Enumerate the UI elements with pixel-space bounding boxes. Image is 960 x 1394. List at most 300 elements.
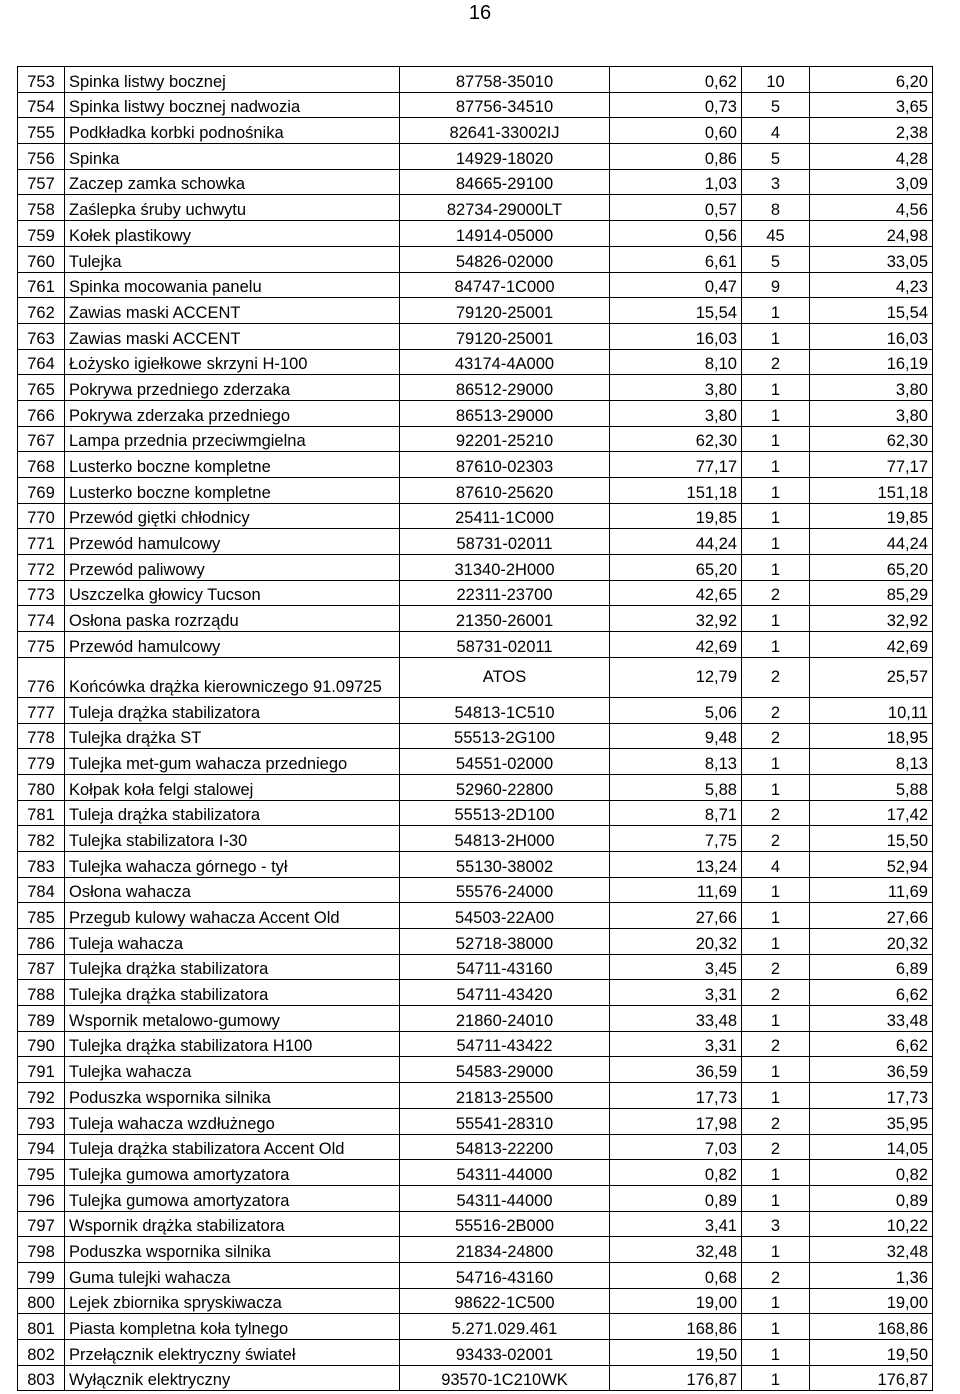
unit-price: 16,03	[610, 323, 742, 349]
unit-price: 32,48	[610, 1237, 742, 1263]
row-number: 760	[18, 246, 65, 272]
total-price: 6,62	[810, 980, 933, 1006]
quantity: 3	[742, 169, 810, 195]
part-name: Zaślepka śruby uchwytu	[65, 195, 400, 221]
row-number: 764	[18, 349, 65, 375]
part-name: Tulejka gumowa amortyzatora	[65, 1185, 400, 1211]
row-number: 767	[18, 426, 65, 452]
quantity: 1	[742, 452, 810, 478]
row-number: 802	[18, 1340, 65, 1366]
total-price: 176,87	[810, 1365, 933, 1391]
quantity: 1	[742, 1237, 810, 1263]
row-number: 801	[18, 1314, 65, 1340]
quantity: 2	[742, 1031, 810, 1057]
total-price: 65,20	[810, 555, 933, 581]
row-number: 788	[18, 980, 65, 1006]
part-code: 21834-24800	[400, 1237, 610, 1263]
part-name: Wyłącznik elektryczny	[65, 1365, 400, 1391]
part-code: 87756-34510	[400, 92, 610, 118]
parts-table	[17, 66, 933, 1391]
total-price: 77,17	[810, 452, 933, 478]
total-price: 6,62	[810, 1031, 933, 1057]
part-code: 54503-22A00	[400, 903, 610, 929]
quantity: 45	[742, 221, 810, 247]
page-number: 16	[468, 2, 492, 24]
quantity: 2	[742, 657, 810, 697]
total-price: 15,50	[810, 826, 933, 852]
table-row	[18, 1108, 933, 1134]
table-row	[18, 169, 933, 195]
part-code: 54813-22200	[400, 1134, 610, 1160]
table-row	[18, 144, 933, 170]
table-row	[18, 580, 933, 606]
unit-price: 0,82	[610, 1160, 742, 1186]
part-name: Przewód giętki chłodnicy	[65, 503, 400, 529]
row-number: 777	[18, 697, 65, 723]
quantity: 1	[742, 555, 810, 581]
row-number: 798	[18, 1237, 65, 1263]
part-name: Tulejka drążka stabilizatora	[65, 954, 400, 980]
quantity: 4	[742, 118, 810, 144]
unit-price: 8,71	[610, 800, 742, 826]
part-code: 54826-02000	[400, 246, 610, 272]
table-row	[18, 903, 933, 929]
table-row	[18, 195, 933, 221]
table-row	[18, 800, 933, 826]
quantity: 1	[742, 929, 810, 955]
total-price: 33,05	[810, 246, 933, 272]
total-price: 6,20	[810, 67, 933, 93]
unit-price: 0,57	[610, 195, 742, 221]
quantity: 1	[742, 298, 810, 324]
part-name: Lusterko boczne kompletne	[65, 452, 400, 478]
total-price: 27,66	[810, 903, 933, 929]
quantity: 2	[742, 1108, 810, 1134]
unit-price: 0,86	[610, 144, 742, 170]
unit-price: 0,47	[610, 272, 742, 298]
total-price: 10,11	[810, 697, 933, 723]
part-name: Poduszka wspornika silnika	[65, 1237, 400, 1263]
row-number: 775	[18, 632, 65, 658]
part-name: Osłona wahacza	[65, 877, 400, 903]
total-price: 42,69	[810, 632, 933, 658]
table-row	[18, 954, 933, 980]
part-code: 58731-02011	[400, 632, 610, 658]
total-price: 18,95	[810, 723, 933, 749]
quantity: 1	[742, 426, 810, 452]
part-code: 86513-29000	[400, 400, 610, 426]
row-number: 800	[18, 1288, 65, 1314]
unit-price: 19,85	[610, 503, 742, 529]
part-name: Przewód hamulcowy	[65, 529, 400, 555]
total-price: 85,29	[810, 580, 933, 606]
total-price: 19,50	[810, 1340, 933, 1366]
quantity: 1	[742, 503, 810, 529]
quantity: 1	[742, 529, 810, 555]
part-name: Guma tulejki wahacza	[65, 1262, 400, 1288]
part-name: Przegub kulowy wahacza Accent Old	[65, 903, 400, 929]
quantity: 1	[742, 1365, 810, 1391]
table-row	[18, 929, 933, 955]
unit-price: 13,24	[610, 851, 742, 877]
total-price: 25,57	[810, 657, 933, 697]
unit-price: 0,68	[610, 1262, 742, 1288]
total-price: 44,24	[810, 529, 933, 555]
table-row	[18, 92, 933, 118]
part-code: 14914-05000	[400, 221, 610, 247]
row-number: 753	[18, 67, 65, 93]
table-row	[18, 118, 933, 144]
table-row	[18, 657, 933, 697]
unit-price: 3,31	[610, 980, 742, 1006]
row-number: 783	[18, 851, 65, 877]
quantity: 1	[742, 1057, 810, 1083]
part-name: Spinka mocowania panelu	[65, 272, 400, 298]
part-code: 54311-44000	[400, 1185, 610, 1211]
quantity: 2	[742, 1262, 810, 1288]
table-row	[18, 298, 933, 324]
row-number: 773	[18, 580, 65, 606]
part-code: 54583-29000	[400, 1057, 610, 1083]
part-code: 55513-2D100	[400, 800, 610, 826]
row-number: 794	[18, 1134, 65, 1160]
row-number: 785	[18, 903, 65, 929]
unit-price: 27,66	[610, 903, 742, 929]
table-row	[18, 323, 933, 349]
part-name: Tuleja wahacza wzdłużnego	[65, 1108, 400, 1134]
quantity: 1	[742, 632, 810, 658]
table-row	[18, 246, 933, 272]
quantity: 1	[742, 375, 810, 401]
part-name: Podkładka korbki podnośnika	[65, 118, 400, 144]
part-code: 54311-44000	[400, 1160, 610, 1186]
quantity: 5	[742, 246, 810, 272]
part-name: Spinka listwy bocznej	[65, 67, 400, 93]
total-price: 32,92	[810, 606, 933, 632]
quantity: 1	[742, 1160, 810, 1186]
unit-price: 15,54	[610, 298, 742, 324]
part-code: 22311-23700	[400, 580, 610, 606]
unit-price: 7,75	[610, 826, 742, 852]
part-code: 92201-25210	[400, 426, 610, 452]
total-price: 20,32	[810, 929, 933, 955]
part-code: 52718-38000	[400, 929, 610, 955]
table-row	[18, 426, 933, 452]
unit-price: 11,69	[610, 877, 742, 903]
table-row	[18, 723, 933, 749]
row-number: 772	[18, 555, 65, 581]
unit-price: 7,03	[610, 1134, 742, 1160]
part-name: Przełącznik elektryczny świateł	[65, 1340, 400, 1366]
quantity: 1	[742, 877, 810, 903]
row-number: 796	[18, 1185, 65, 1211]
row-number: 797	[18, 1211, 65, 1237]
total-price: 11,69	[810, 877, 933, 903]
table-row	[18, 1160, 933, 1186]
row-number: 803	[18, 1365, 65, 1391]
part-code: 14929-18020	[400, 144, 610, 170]
part-name: Pokrywa zderzaka przedniego	[65, 400, 400, 426]
total-price: 3,09	[810, 169, 933, 195]
part-name: Spinka listwy bocznej nadwozia	[65, 92, 400, 118]
total-price: 62,30	[810, 426, 933, 452]
quantity: 9	[742, 272, 810, 298]
table-row	[18, 503, 933, 529]
part-code: 93570-1C210WK	[400, 1365, 610, 1391]
part-code: 79120-25001	[400, 323, 610, 349]
part-code: 52960-22800	[400, 774, 610, 800]
quantity: 2	[742, 800, 810, 826]
unit-price: 0,60	[610, 118, 742, 144]
part-code: 82641-33002IJ	[400, 118, 610, 144]
table-row	[18, 1262, 933, 1288]
unit-price: 36,59	[610, 1057, 742, 1083]
row-number: 779	[18, 749, 65, 775]
table-row	[18, 851, 933, 877]
part-code: 55541-28310	[400, 1108, 610, 1134]
row-number: 790	[18, 1031, 65, 1057]
part-code: 43174-4A000	[400, 349, 610, 375]
part-name: Tulejka wahacza górnego - tył	[65, 851, 400, 877]
unit-price: 176,87	[610, 1365, 742, 1391]
part-name: Lampa przednia przeciwmgielna	[65, 426, 400, 452]
row-number: 763	[18, 323, 65, 349]
part-code: 87758-35010	[400, 67, 610, 93]
part-code: 55130-38002	[400, 851, 610, 877]
part-name: Tulejka stabilizatora I-30	[65, 826, 400, 852]
part-code: 93433-02001	[400, 1340, 610, 1366]
part-name: Tulejka	[65, 246, 400, 272]
part-name: Tulejka drążka stabilizatora	[65, 980, 400, 1006]
quantity: 2	[742, 954, 810, 980]
table-row	[18, 1083, 933, 1109]
part-name: Poduszka wspornika silnika	[65, 1083, 400, 1109]
part-name: Wspornik metalowo-gumowy	[65, 1006, 400, 1032]
table-row	[18, 980, 933, 1006]
part-name: Zaczep zamka schowka	[65, 169, 400, 195]
table-row	[18, 1134, 933, 1160]
unit-price: 32,92	[610, 606, 742, 632]
part-code: 54716-43160	[400, 1262, 610, 1288]
row-number: 766	[18, 400, 65, 426]
part-code: 84665-29100	[400, 169, 610, 195]
quantity: 5	[742, 144, 810, 170]
row-number: 776	[18, 657, 65, 697]
unit-price: 12,79	[610, 657, 742, 697]
row-number: 792	[18, 1083, 65, 1109]
quantity: 1	[742, 323, 810, 349]
row-number: 774	[18, 606, 65, 632]
table-row	[18, 1211, 933, 1237]
quantity: 1	[742, 606, 810, 632]
part-name: Uszczelka głowicy Tucson	[65, 580, 400, 606]
table-row	[18, 272, 933, 298]
table-row	[18, 400, 933, 426]
quantity: 2	[742, 826, 810, 852]
unit-price: 17,73	[610, 1083, 742, 1109]
table-row	[18, 1340, 933, 1366]
total-price: 24,98	[810, 221, 933, 247]
unit-price: 19,00	[610, 1288, 742, 1314]
part-name: Tulejka drążka stabilizatora H100	[65, 1031, 400, 1057]
total-price: 4,28	[810, 144, 933, 170]
quantity: 1	[742, 1314, 810, 1340]
part-name: Przewód hamulcowy	[65, 632, 400, 658]
part-name: Spinka	[65, 144, 400, 170]
table-row	[18, 632, 933, 658]
row-number: 799	[18, 1262, 65, 1288]
total-price: 4,23	[810, 272, 933, 298]
unit-price: 44,24	[610, 529, 742, 555]
total-price: 52,94	[810, 851, 933, 877]
part-name: Tulejka met-gum wahacza przedniego	[65, 749, 400, 775]
part-name: Przewód paliwowy	[65, 555, 400, 581]
part-code: 55513-2G100	[400, 723, 610, 749]
table-row	[18, 1314, 933, 1340]
total-price: 168,86	[810, 1314, 933, 1340]
row-number: 768	[18, 452, 65, 478]
part-code: 21860-24010	[400, 1006, 610, 1032]
row-number: 765	[18, 375, 65, 401]
unit-price: 8,10	[610, 349, 742, 375]
part-code: 82734-29000LT	[400, 195, 610, 221]
quantity: 1	[742, 749, 810, 775]
part-name: Tulejka gumowa amortyzatora	[65, 1160, 400, 1186]
unit-price: 77,17	[610, 452, 742, 478]
row-number: 782	[18, 826, 65, 852]
table-row	[18, 221, 933, 247]
quantity: 8	[742, 195, 810, 221]
total-price: 16,19	[810, 349, 933, 375]
row-number: 789	[18, 1006, 65, 1032]
table-row	[18, 529, 933, 555]
row-number: 791	[18, 1057, 65, 1083]
row-number: 757	[18, 169, 65, 195]
part-code: 25411-1C000	[400, 503, 610, 529]
part-code: 86512-29000	[400, 375, 610, 401]
row-number: 759	[18, 221, 65, 247]
part-code: 31340-2H000	[400, 555, 610, 581]
unit-price: 0,62	[610, 67, 742, 93]
unit-price: 65,20	[610, 555, 742, 581]
unit-price: 8,13	[610, 749, 742, 775]
total-price: 4,56	[810, 195, 933, 221]
unit-price: 42,69	[610, 632, 742, 658]
table-row	[18, 1057, 933, 1083]
row-number: 793	[18, 1108, 65, 1134]
row-number: 784	[18, 877, 65, 903]
unit-price: 0,56	[610, 221, 742, 247]
total-price: 33,48	[810, 1006, 933, 1032]
table-row	[18, 375, 933, 401]
row-number: 781	[18, 800, 65, 826]
part-code: 54711-43160	[400, 954, 610, 980]
part-name: Tulejka drążka ST	[65, 723, 400, 749]
quantity: 1	[742, 774, 810, 800]
part-name: Tuleja drążka stabilizatora	[65, 800, 400, 826]
quantity: 3	[742, 1211, 810, 1237]
unit-price: 151,18	[610, 478, 742, 504]
part-name: Kołek plastikowy	[65, 221, 400, 247]
unit-price: 5,06	[610, 697, 742, 723]
part-code: 54813-2H000	[400, 826, 610, 852]
table-row	[18, 1288, 933, 1314]
total-price: 3,80	[810, 375, 933, 401]
row-number: 770	[18, 503, 65, 529]
table-row	[18, 1237, 933, 1263]
quantity: 4	[742, 851, 810, 877]
total-price: 3,65	[810, 92, 933, 118]
part-name: Lusterko boczne kompletne	[65, 478, 400, 504]
row-number: 758	[18, 195, 65, 221]
total-price: 0,89	[810, 1185, 933, 1211]
part-name: Tuleja drążka stabilizatora Accent Old	[65, 1134, 400, 1160]
part-code: 98622-1C500	[400, 1288, 610, 1314]
table-row	[18, 1365, 933, 1391]
table-row	[18, 478, 933, 504]
unit-price: 3,80	[610, 400, 742, 426]
part-name: Osłona paska rozrządu	[65, 606, 400, 632]
total-price: 8,13	[810, 749, 933, 775]
parts-table-body	[18, 67, 933, 1391]
unit-price: 17,98	[610, 1108, 742, 1134]
unit-price: 0,73	[610, 92, 742, 118]
part-code: 54813-1C510	[400, 697, 610, 723]
total-price: 19,00	[810, 1288, 933, 1314]
total-price: 5,88	[810, 774, 933, 800]
part-name: Zawias maski ACCENT	[65, 298, 400, 324]
row-number: 795	[18, 1160, 65, 1186]
part-name: Wspornik drążka stabilizatora	[65, 1211, 400, 1237]
unit-price: 5,88	[610, 774, 742, 800]
row-number: 787	[18, 954, 65, 980]
row-number: 754	[18, 92, 65, 118]
quantity: 1	[742, 1340, 810, 1366]
table-row	[18, 67, 933, 93]
quantity: 1	[742, 903, 810, 929]
row-number: 778	[18, 723, 65, 749]
unit-price: 9,48	[610, 723, 742, 749]
part-name: Kołpak koła felgi stalowej	[65, 774, 400, 800]
quantity: 1	[742, 1288, 810, 1314]
quantity: 2	[742, 697, 810, 723]
part-code: 54711-43420	[400, 980, 610, 1006]
table-row	[18, 774, 933, 800]
table-row	[18, 349, 933, 375]
unit-price: 0,89	[610, 1185, 742, 1211]
table-row	[18, 452, 933, 478]
unit-price: 3,45	[610, 954, 742, 980]
table-row	[18, 555, 933, 581]
table-row	[18, 1185, 933, 1211]
quantity: 10	[742, 67, 810, 93]
part-name: Tuleja drążka stabilizatora	[65, 697, 400, 723]
unit-price: 6,61	[610, 246, 742, 272]
part-code: 5.271.029.461	[400, 1314, 610, 1340]
total-price: 2,38	[810, 118, 933, 144]
quantity: 2	[742, 1134, 810, 1160]
part-name: Lejek zbiornika spryskiwacza	[65, 1288, 400, 1314]
row-number: 780	[18, 774, 65, 800]
quantity: 1	[742, 478, 810, 504]
part-code: 87610-02303	[400, 452, 610, 478]
unit-price: 33,48	[610, 1006, 742, 1032]
part-name: Piasta kompletna koła tylnego	[65, 1314, 400, 1340]
total-price: 35,95	[810, 1108, 933, 1134]
part-name: Tuleja wahacza	[65, 929, 400, 955]
quantity: 2	[742, 980, 810, 1006]
quantity: 2	[742, 580, 810, 606]
